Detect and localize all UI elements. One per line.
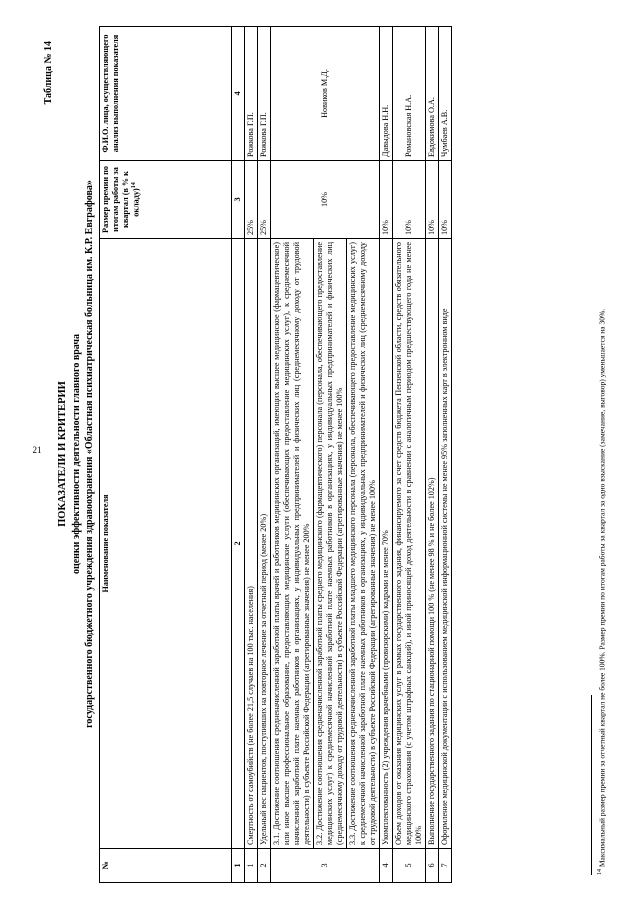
page-number: 21 — [32, 445, 42, 455]
row-bonus: 25% — [245, 161, 258, 239]
row-person: Новиков М.Д. — [271, 27, 380, 161]
row-bonus: 10% — [380, 161, 393, 239]
row-person: Рожкова Г.П. — [258, 27, 271, 161]
row-person: Чумбаев А.В. — [439, 27, 452, 161]
doc-subtitle: оценки эффективности деятельности главного врача — [71, 333, 82, 575]
row-name: Объем доходов от оказания медицинских услуг в рамках государственного задания, финансируемого за счет средств бюджета Пензенской области, средств обязательного медицинского страхования (с учетом штрафных санкций), и иной приносящей доход деятельности в сравнении с аналогичным периодом предшествующего года не менее 100% — [393, 239, 426, 849]
doc-subtitle-institution: государственного бюджетного учреждения здравоохранения «Областная психиатрическая больница им. К.Р. Евграфова» — [84, 180, 95, 728]
table-row — [439, 27, 452, 883]
header-name: Наименование показателя — [100, 239, 232, 849]
rotated-page — [35, 23, 625, 885]
row-bonus: 10% — [271, 161, 380, 239]
column-numbers-row — [232, 27, 245, 883]
row-name: Оформление медицинской документации с использованием медицинской информационной системы не менее 95% заполненных карт в электронном виде — [439, 239, 452, 849]
row-num: 5 — [393, 849, 426, 883]
row-name: Смертность от самоубийств (не более 21,5 случаев на 100 тыс. населения) — [245, 239, 258, 849]
row-person: Рожкова Г.П. — [245, 27, 258, 161]
footnote — [597, 35, 607, 875]
row-bonus: 10% — [393, 161, 426, 239]
table-row — [426, 27, 439, 883]
header-bonus: Размер премии по итогам работы за квартал (в % к окладу)$^{14}$ — [100, 161, 232, 239]
table-header-row — [100, 27, 232, 883]
row-num: 4 — [380, 849, 393, 883]
table-label: Таблица № 14 — [43, 41, 54, 105]
row-bonus: 10% — [426, 161, 439, 239]
row-num: 6 — [426, 849, 439, 883]
row-person: Евдокимова О.А. — [426, 27, 439, 161]
doc-title: ПОКАЗАТЕЛИ И КРИТЕРИИ — [57, 381, 68, 527]
col-number: 1 — [232, 849, 245, 883]
table-row — [258, 27, 271, 883]
col-number: 3 — [232, 161, 245, 239]
header-num: № — [100, 849, 232, 883]
row-name: Укомплектованность (2) учреждения врачебными (провизорскими) кадрами не менее 70% — [380, 239, 393, 849]
row-name: 3.3. Достижение соотношения средненачисленной заработной платы младшего медицинского персонала (персонала, обеспечивающего предоставление медицинских услуг) к среднемесячной начисленной заработной плате наемных работников в организациях, у индивидуальных предпринимателей и физических лиц (среднемесячному доходу от трудовой деятельности) в субъекте Российской Федерации (агрегированные значения) не менее 100% — [347, 239, 380, 849]
row-num: 7 — [439, 849, 452, 883]
table-row — [271, 27, 314, 883]
table-row — [245, 27, 258, 883]
footnote-ref: 14 — [131, 182, 137, 189]
row-bonus: 10% — [439, 161, 452, 239]
table-row — [380, 27, 393, 883]
col-number: 4 — [232, 27, 245, 161]
row-bonus: 25% — [258, 161, 271, 239]
footnote-mark: 14 — [597, 869, 603, 875]
header-person: Ф.И.О. лица, осуществляющего анализ выполнения показателя — [100, 27, 232, 161]
row-name: 3.2. Достижение соотношения средненачисленной заработной платы среднего медицинского (фармацевтического) персонала (персонала, обеспечивающего предоставление медицинских услуг) к среднемесячной начисленной заработной плате наемных работников в организациях, у индивидуальных предпринимателей и физических лиц (среднемесячному доходу от трудовой деятельности) в субъекте Российской Федерации (агрегированные значения) не менее 100% — [314, 239, 347, 849]
row-name: 3.1. Достижение соотношения средненачисленной заработной платы врачей и работников медицинских организаций, имеющих высшее медицинское (фармацевтическое) или иное высшее профессиональное образование, предоставляющих медицинские услуги (обеспечивающих предоставление медицинских услуг), к среднемесячной начисленной заработной плате наемных работников в организациях, у индивидуальных предпринимателей и физических лиц (среднемесячному доходу от трудовой деятельности) в субъекте Российской Федерации (агрегированные значения) не менее 200% — [271, 239, 314, 849]
footnote-divider — [591, 695, 592, 875]
row-name: Выполнение государственного задания по стационарной помощи 100 % (не менее 98 % и не более 102%) — [426, 239, 439, 849]
row-person: Романовская Н.А. — [393, 27, 426, 161]
footnote-text: Максимальный размер премии за отчетный квартал не более 100%. Размер премии по итогам работы за квартал за одно взыскание (замечание, выговор) уменьшается на 30%. — [597, 308, 607, 868]
col-number: 2 — [232, 239, 245, 849]
table-row — [393, 27, 426, 883]
row-name: Удельный вес пациентов, поступивших на повторное лечение за отчетный период (менее 20%) — [258, 239, 271, 849]
row-num: 1 — [245, 849, 258, 883]
indicators-table — [99, 26, 452, 883]
row-person: Давыдова Н.Н. — [380, 27, 393, 161]
row-num: 3 — [271, 849, 380, 883]
row-num: 2 — [258, 849, 271, 883]
